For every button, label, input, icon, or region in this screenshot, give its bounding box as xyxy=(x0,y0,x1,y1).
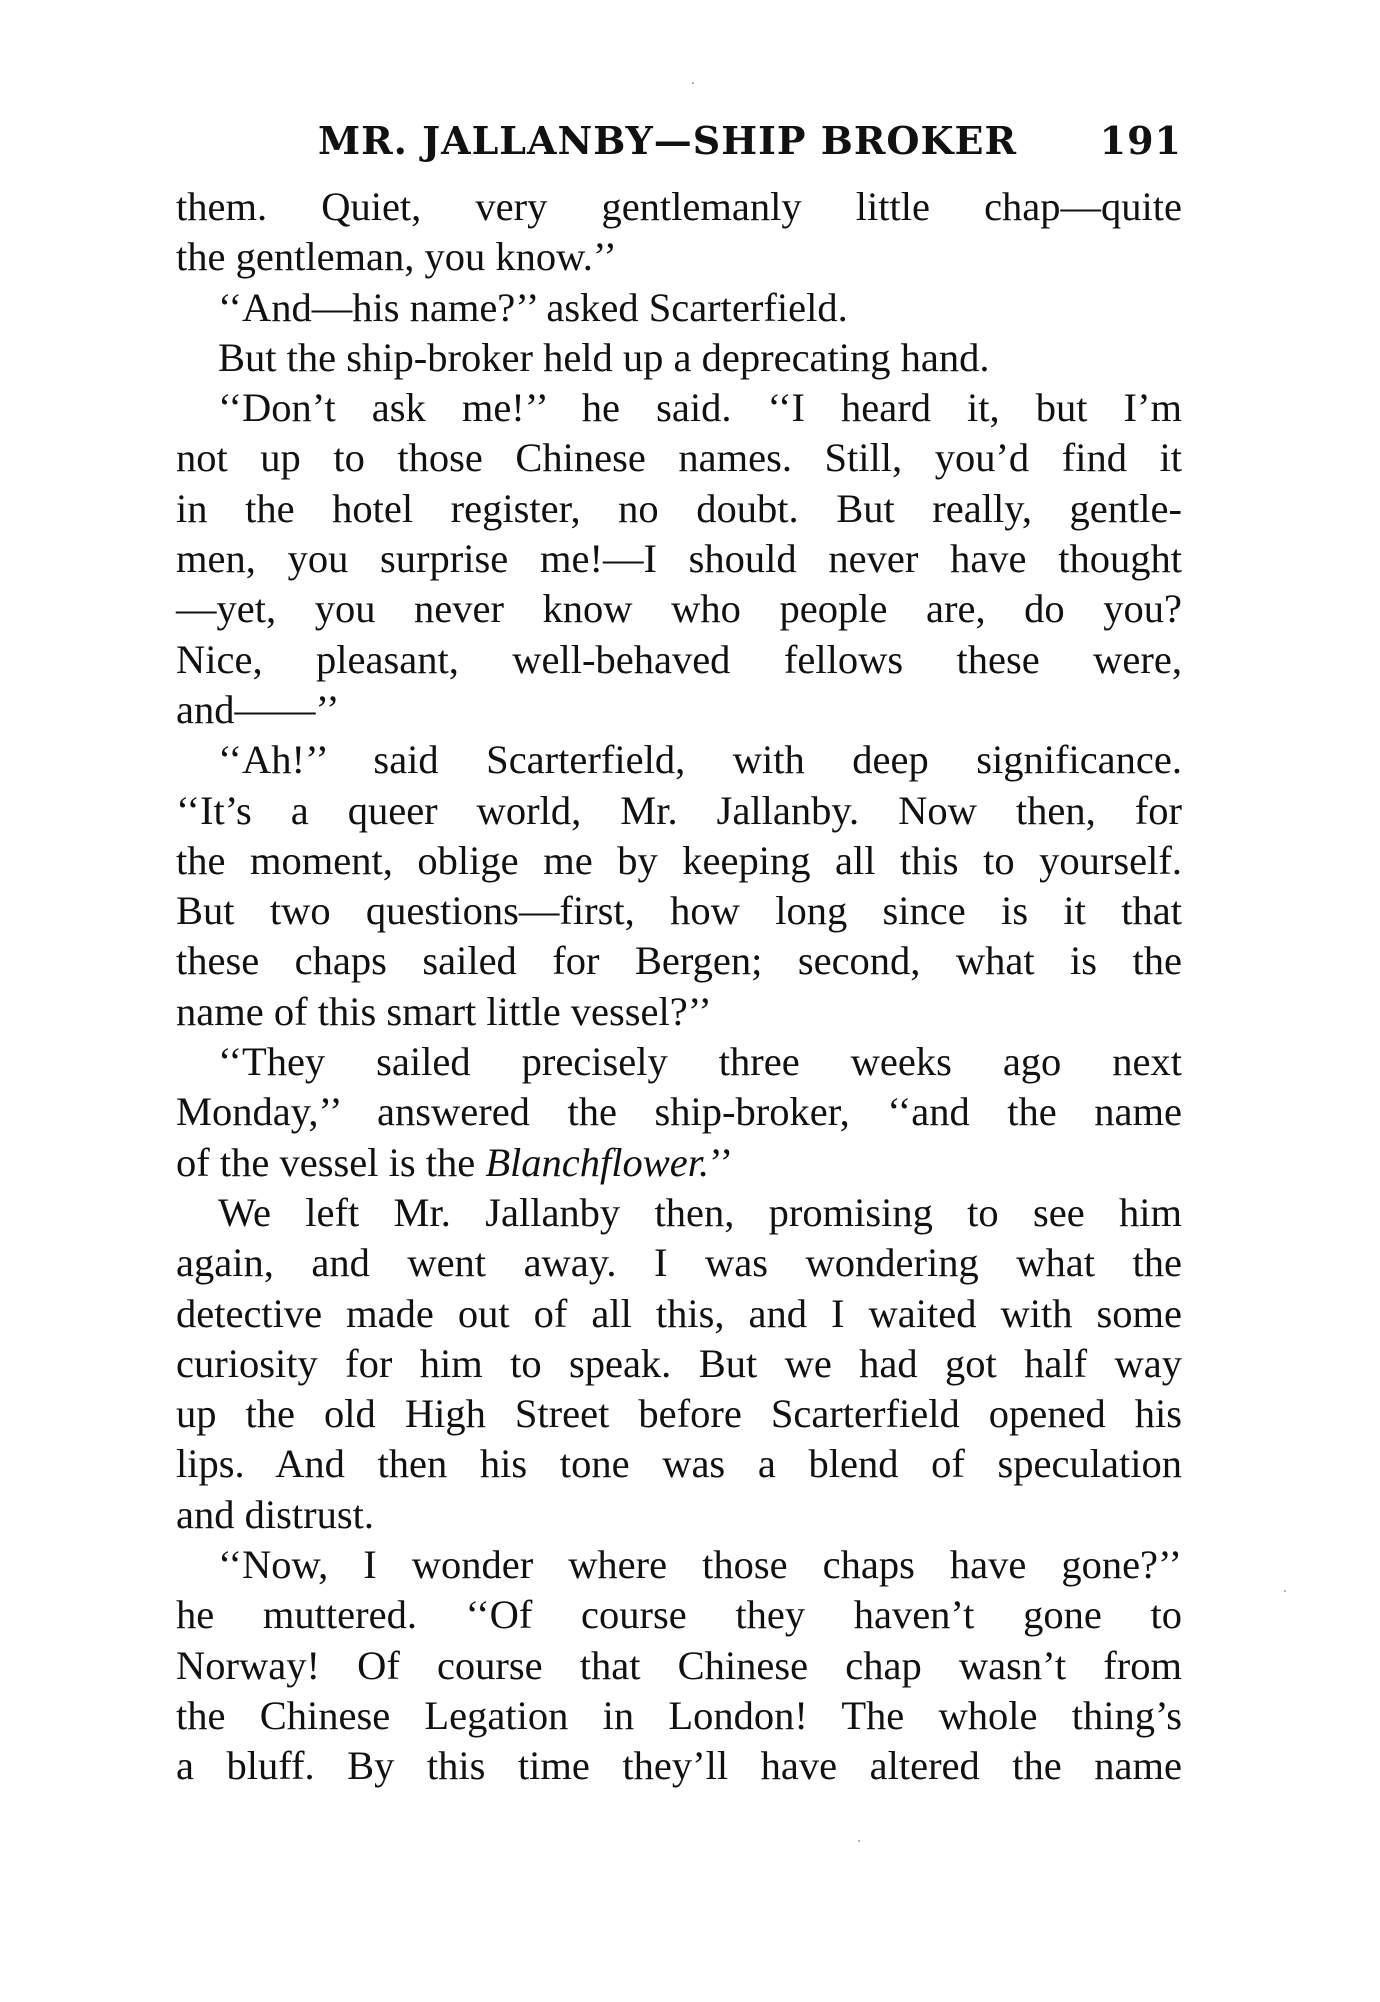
text-line: ‘‘Now, I wonder where those chaps have gone?’’ xyxy=(218,1542,1182,1588)
text-line: Norway! Of course that Chinese chap wasn’t from xyxy=(176,1642,1182,1688)
paper-speck xyxy=(1284,1590,1286,1592)
text-line: Nice, pleasant, well-behaved fellows these were, xyxy=(176,636,1182,682)
text-line: But the ship-broker held up a deprecating hand. xyxy=(218,334,990,380)
text-line: —yet, you never know who people are, do you? xyxy=(176,586,1182,632)
text-line-end: ’’ xyxy=(709,1139,734,1185)
text-line: and——’’ xyxy=(176,686,340,732)
text-line: But two questions—first, how long since is it that xyxy=(176,888,1182,934)
text-line: again, and went away. I was wondering what the xyxy=(176,1240,1182,1286)
text-line: detective made out of all this, and I waited with some xyxy=(176,1290,1182,1336)
running-head xyxy=(176,118,1182,178)
text-line xyxy=(176,1138,1182,1188)
vessel-name: Blanchflower. xyxy=(485,1139,710,1185)
text-line: and distrust. xyxy=(176,1491,374,1537)
text-line: We left Mr. Jallanby then, promising to see him xyxy=(218,1189,1182,1235)
text-line: them. Quiet, very gentlemanly little chap—quite xyxy=(176,184,1182,229)
text-line: name of this smart little vessel?’’ xyxy=(176,988,712,1034)
text-line: men, you surprise me!—I should never have thought xyxy=(176,536,1182,582)
text-line: curiosity for him to speak. But we had got half way xyxy=(176,1340,1182,1386)
text-line-start: of the vessel is the xyxy=(176,1139,486,1185)
paper-speck xyxy=(692,82,694,84)
body-text xyxy=(176,182,1182,1792)
text-line: he muttered. ‘‘Of course they haven’t gone to xyxy=(176,1592,1182,1638)
text-line: Monday,’’ answered the ship-broker, ‘‘and the name xyxy=(176,1089,1182,1135)
text-line: ‘‘Ah!’’ said Scarterfield, with deep significance. xyxy=(218,737,1182,783)
text-line: a bluff. By this time they’ll have altered the name xyxy=(176,1743,1182,1789)
text-line: these chaps sailed for Bergen; second, what is the xyxy=(176,938,1182,984)
text-line: lips. And then his tone was a blend of speculation xyxy=(176,1441,1182,1487)
running-title: MR. JALLANBY—SHIP BROKER xyxy=(318,118,1018,163)
text-line: ‘‘It’s a queer world, Mr. Jallanby. Now then, for xyxy=(176,787,1182,833)
text-line: not up to those Chinese names. Still, you’d find it xyxy=(176,435,1182,481)
text-line: ‘‘And—his name?’’ asked Scarterfield. xyxy=(218,284,848,330)
text-line: in the hotel register, no doubt. But really, gentle- xyxy=(176,485,1182,531)
text-line: the Chinese Legation in London! The whole thing’s xyxy=(176,1692,1182,1738)
text-line: up the old High Street before Scarterfield opened his xyxy=(176,1391,1182,1437)
text-line: the moment, oblige me by keeping all this to yourself. xyxy=(176,837,1182,883)
paper-speck xyxy=(858,1840,860,1842)
text-line: ‘‘Don’t ask me!’’ he said. ‘‘I heard it, but I’m xyxy=(218,385,1182,431)
text-line: the gentleman, you know.’’ xyxy=(176,234,617,280)
page-number: 191 xyxy=(1099,118,1182,163)
text-line: ‘‘They sailed precisely three weeks ago next xyxy=(218,1039,1182,1085)
